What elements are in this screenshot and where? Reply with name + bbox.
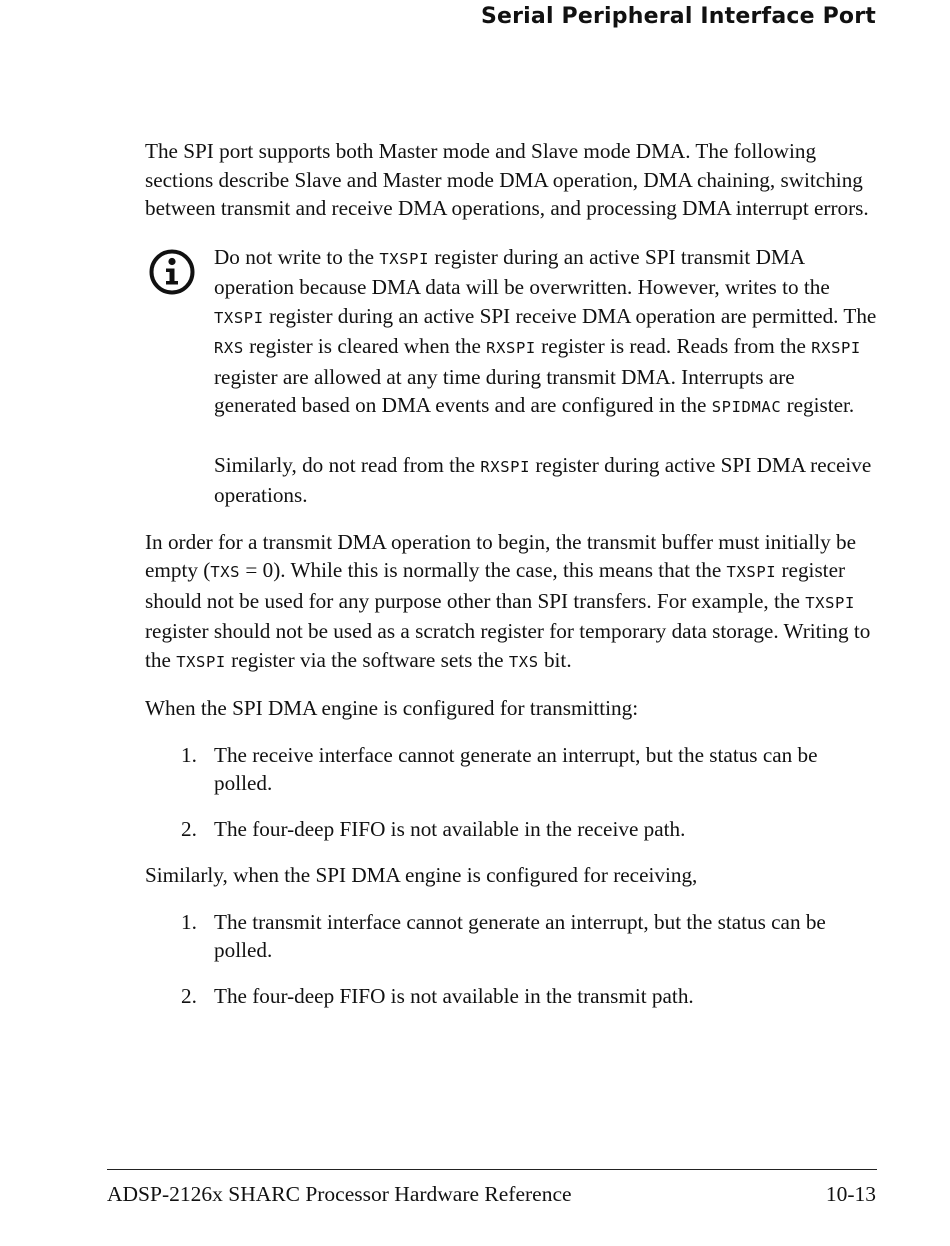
note-p2-text: Similarly, do not read from the [214,452,481,477]
page-body [145,137,880,1028]
transmitting-lead-paragraph: When the SPI DMA engine is configured for transmitting: [145,696,639,720]
note-paragraph-2 [214,451,880,510]
footer-book-title: ADSP-2126x SHARC Processor Hardware Reference [107,1182,572,1206]
transmit-paragraph [145,528,880,677]
transmit-text: register via the software sets the [225,647,509,672]
list-item [145,908,880,965]
transmit-list [145,741,880,844]
note-p1-text: Do not write to the [214,244,380,269]
running-header: Serial Peripheral Interface Port [480,4,876,29]
list-number: 1. [181,909,197,934]
list-number: 1. [181,742,197,767]
register-name: TXSPI [214,308,264,327]
register-name: RXS [214,339,244,357]
list-item-text: The receive interface cannot generate an interrupt, but the status can be polled. [214,742,818,795]
list-item-text: The four-deep FIFO is not available in the receive path. [214,816,686,841]
footer-divider [107,1169,877,1170]
list-item [145,982,880,1011]
register-name: TXSPI [805,593,855,612]
intro-paragraph: The SPI port supports both Master mode and Slave mode DMA. The following sections describe Slave and Master mode DMA operation, DMA chaining, switching between transmit and receive DMA operations, and processing DMA interrupt errors. [145,139,869,220]
footer-page-number: 10-13 [825,1182,876,1206]
register-name: SPIDMAC [711,398,782,416]
note-p1-text: register during an active SPI receive DMA operation are permitted. The [263,303,877,328]
transmit-text: register should not be used as a scratch register for temporary data storage. Writing to the [145,619,871,672]
note-p2-text: register during active SPI DMA receive operations. [214,452,872,507]
receiving-lead-paragraph: Similarly, when the SPI DMA engine is configured for receiving, [145,863,698,887]
receive-list [145,908,880,1011]
register-name: RXSPI [811,339,861,357]
list-item-text: The four-deep FIFO is not available in the transmit path. [214,983,694,1008]
register-name: TXSPI [176,652,226,671]
register-name: TXSPI [379,249,430,268]
info-icon [149,249,195,295]
register-name: RXSPI [486,339,536,357]
note-paragraph-1 [214,243,880,422]
list-number: 2. [181,983,197,1008]
note-p1-text: register during an active SPI transmit DMA operation because DMA data will be overwritten. However, writes to the [214,244,830,299]
transmit-text: In order for a transmit DMA operation to begin, the transmit buffer must initially be empty ( [145,529,857,582]
transmit-text: register should not be used for any purpose other than SPI transfers. For example, the [145,558,846,613]
list-number: 2. [181,816,197,841]
note-callout [145,243,880,510]
register-name: TXSPI [726,563,777,581]
note-p1-text: register. [781,393,855,417]
register-name: RXSPI [480,457,531,476]
register-name: TXS [210,563,241,581]
list-item [145,815,880,844]
transmit-text: bit. [538,647,572,672]
list-item-text: The transmit interface cannot generate an interrupt, but the status can be polled. [214,909,826,962]
note-p1-text: register is read. Reads from the [535,334,812,358]
note-p1-text: register is cleared when the [243,334,487,358]
list-item [145,741,880,798]
register-name: TXS [508,652,539,671]
note-p1-text: register are allowed at any time during transmit DMA. Interrupts are generated based on DMA events and are configured in the [214,364,795,417]
transmit-text: = 0). While this is normally the case, this means that the [240,558,727,582]
